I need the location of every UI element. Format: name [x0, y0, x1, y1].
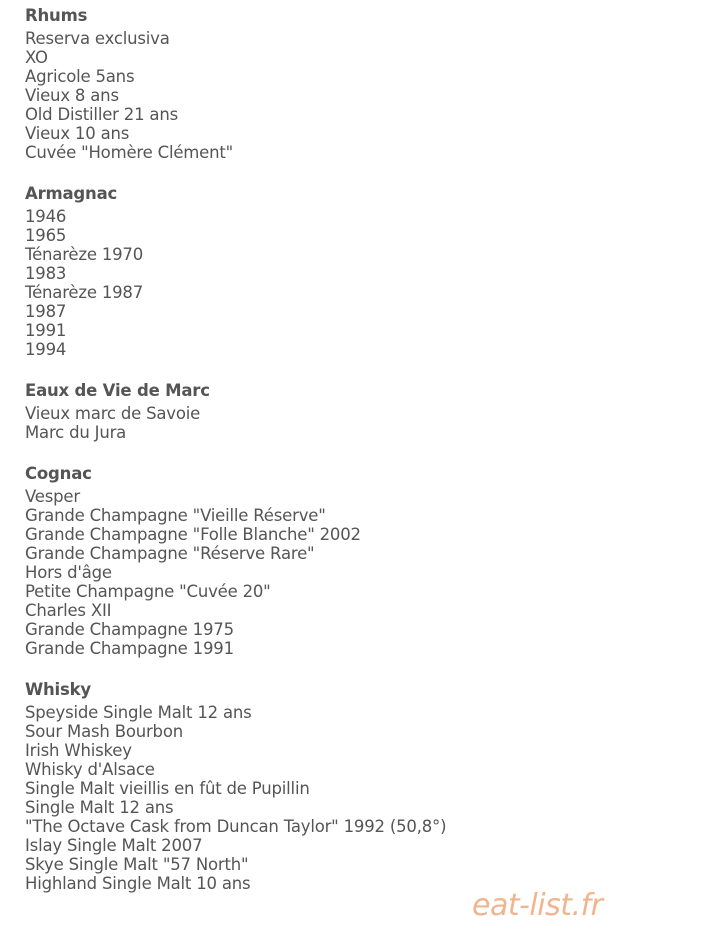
- list-item: Single Malt 12 ans: [25, 798, 174, 817]
- section-title: Cognac: [25, 464, 92, 483]
- list-item: Whisky d'Alsace: [25, 760, 155, 779]
- list-item: Agricole 5ans: [25, 67, 135, 86]
- list-item: Speyside Single Malt 12 ans: [25, 703, 252, 722]
- list-item: Cuvée "Homère Clément": [25, 143, 234, 162]
- list-item: 1983: [25, 264, 67, 283]
- list-item: Islay Single Malt 2007: [25, 836, 203, 855]
- list-item: Ténarèze 1970: [25, 245, 144, 264]
- list-item: Highland Single Malt 10 ans: [25, 874, 251, 893]
- list-item: XO: [25, 48, 48, 67]
- list-item: Petite Champagne "Cuvée 20": [25, 582, 271, 601]
- section-title: Eaux de Vie de Marc: [25, 381, 210, 400]
- list-item: Vieux 8 ans: [25, 86, 119, 105]
- item-list: [25, 703, 685, 893]
- section-armagnac: [25, 183, 685, 359]
- list-item: "The Octave Cask from Duncan Taylor" 1992 (50,8°): [25, 817, 447, 836]
- item-list: [25, 29, 685, 162]
- list-item: Skye Single Malt "57 North": [25, 855, 249, 874]
- list-item: Reserva exclusiva: [25, 29, 170, 48]
- list-item: Grande Champagne 1991: [25, 639, 234, 658]
- section-title: Armagnac: [25, 184, 118, 203]
- list-item: Grande Champagne 1975: [25, 620, 234, 639]
- item-list: [25, 207, 685, 359]
- list-item: Grande Champagne "Folle Blanche" 2002: [25, 525, 361, 544]
- list-item: 1987: [25, 302, 67, 321]
- list-item: 1991: [25, 321, 67, 340]
- section-rhums: [25, 5, 685, 162]
- list-item: Marc du Jura: [25, 423, 127, 442]
- list-item: Old Distiller 21 ans: [25, 105, 178, 124]
- list-item: Vesper: [25, 487, 80, 506]
- list-item: Grande Champagne "Réserve Rare": [25, 544, 315, 563]
- list-item: Vieux 10 ans: [25, 124, 130, 143]
- list-item: 1946: [25, 207, 67, 226]
- list-item: 1965: [25, 226, 67, 245]
- watermark-logo: eat-list.fr: [472, 888, 603, 923]
- item-list: [25, 404, 685, 442]
- list-item: 1994: [25, 340, 67, 359]
- section-title: Whisky: [25, 680, 91, 699]
- section-eaux-de-vie-de-marc: [25, 380, 685, 442]
- menu-list: [25, 5, 685, 893]
- list-item: Sour Mash Bourbon: [25, 722, 183, 741]
- list-item: Charles XII: [25, 601, 112, 620]
- list-item: Hors d'âge: [25, 563, 112, 582]
- list-item: Grande Champagne "Vieille Réserve": [25, 506, 326, 525]
- section-title: Rhums: [25, 6, 88, 25]
- section-cognac: [25, 463, 685, 658]
- list-item: Vieux marc de Savoie: [25, 404, 201, 423]
- list-item: Irish Whiskey: [25, 741, 132, 760]
- list-item: Ténarèze 1987: [25, 283, 144, 302]
- item-list: [25, 487, 685, 658]
- section-whisky: [25, 679, 685, 893]
- list-item: Single Malt vieillis en fût de Pupillin: [25, 779, 310, 798]
